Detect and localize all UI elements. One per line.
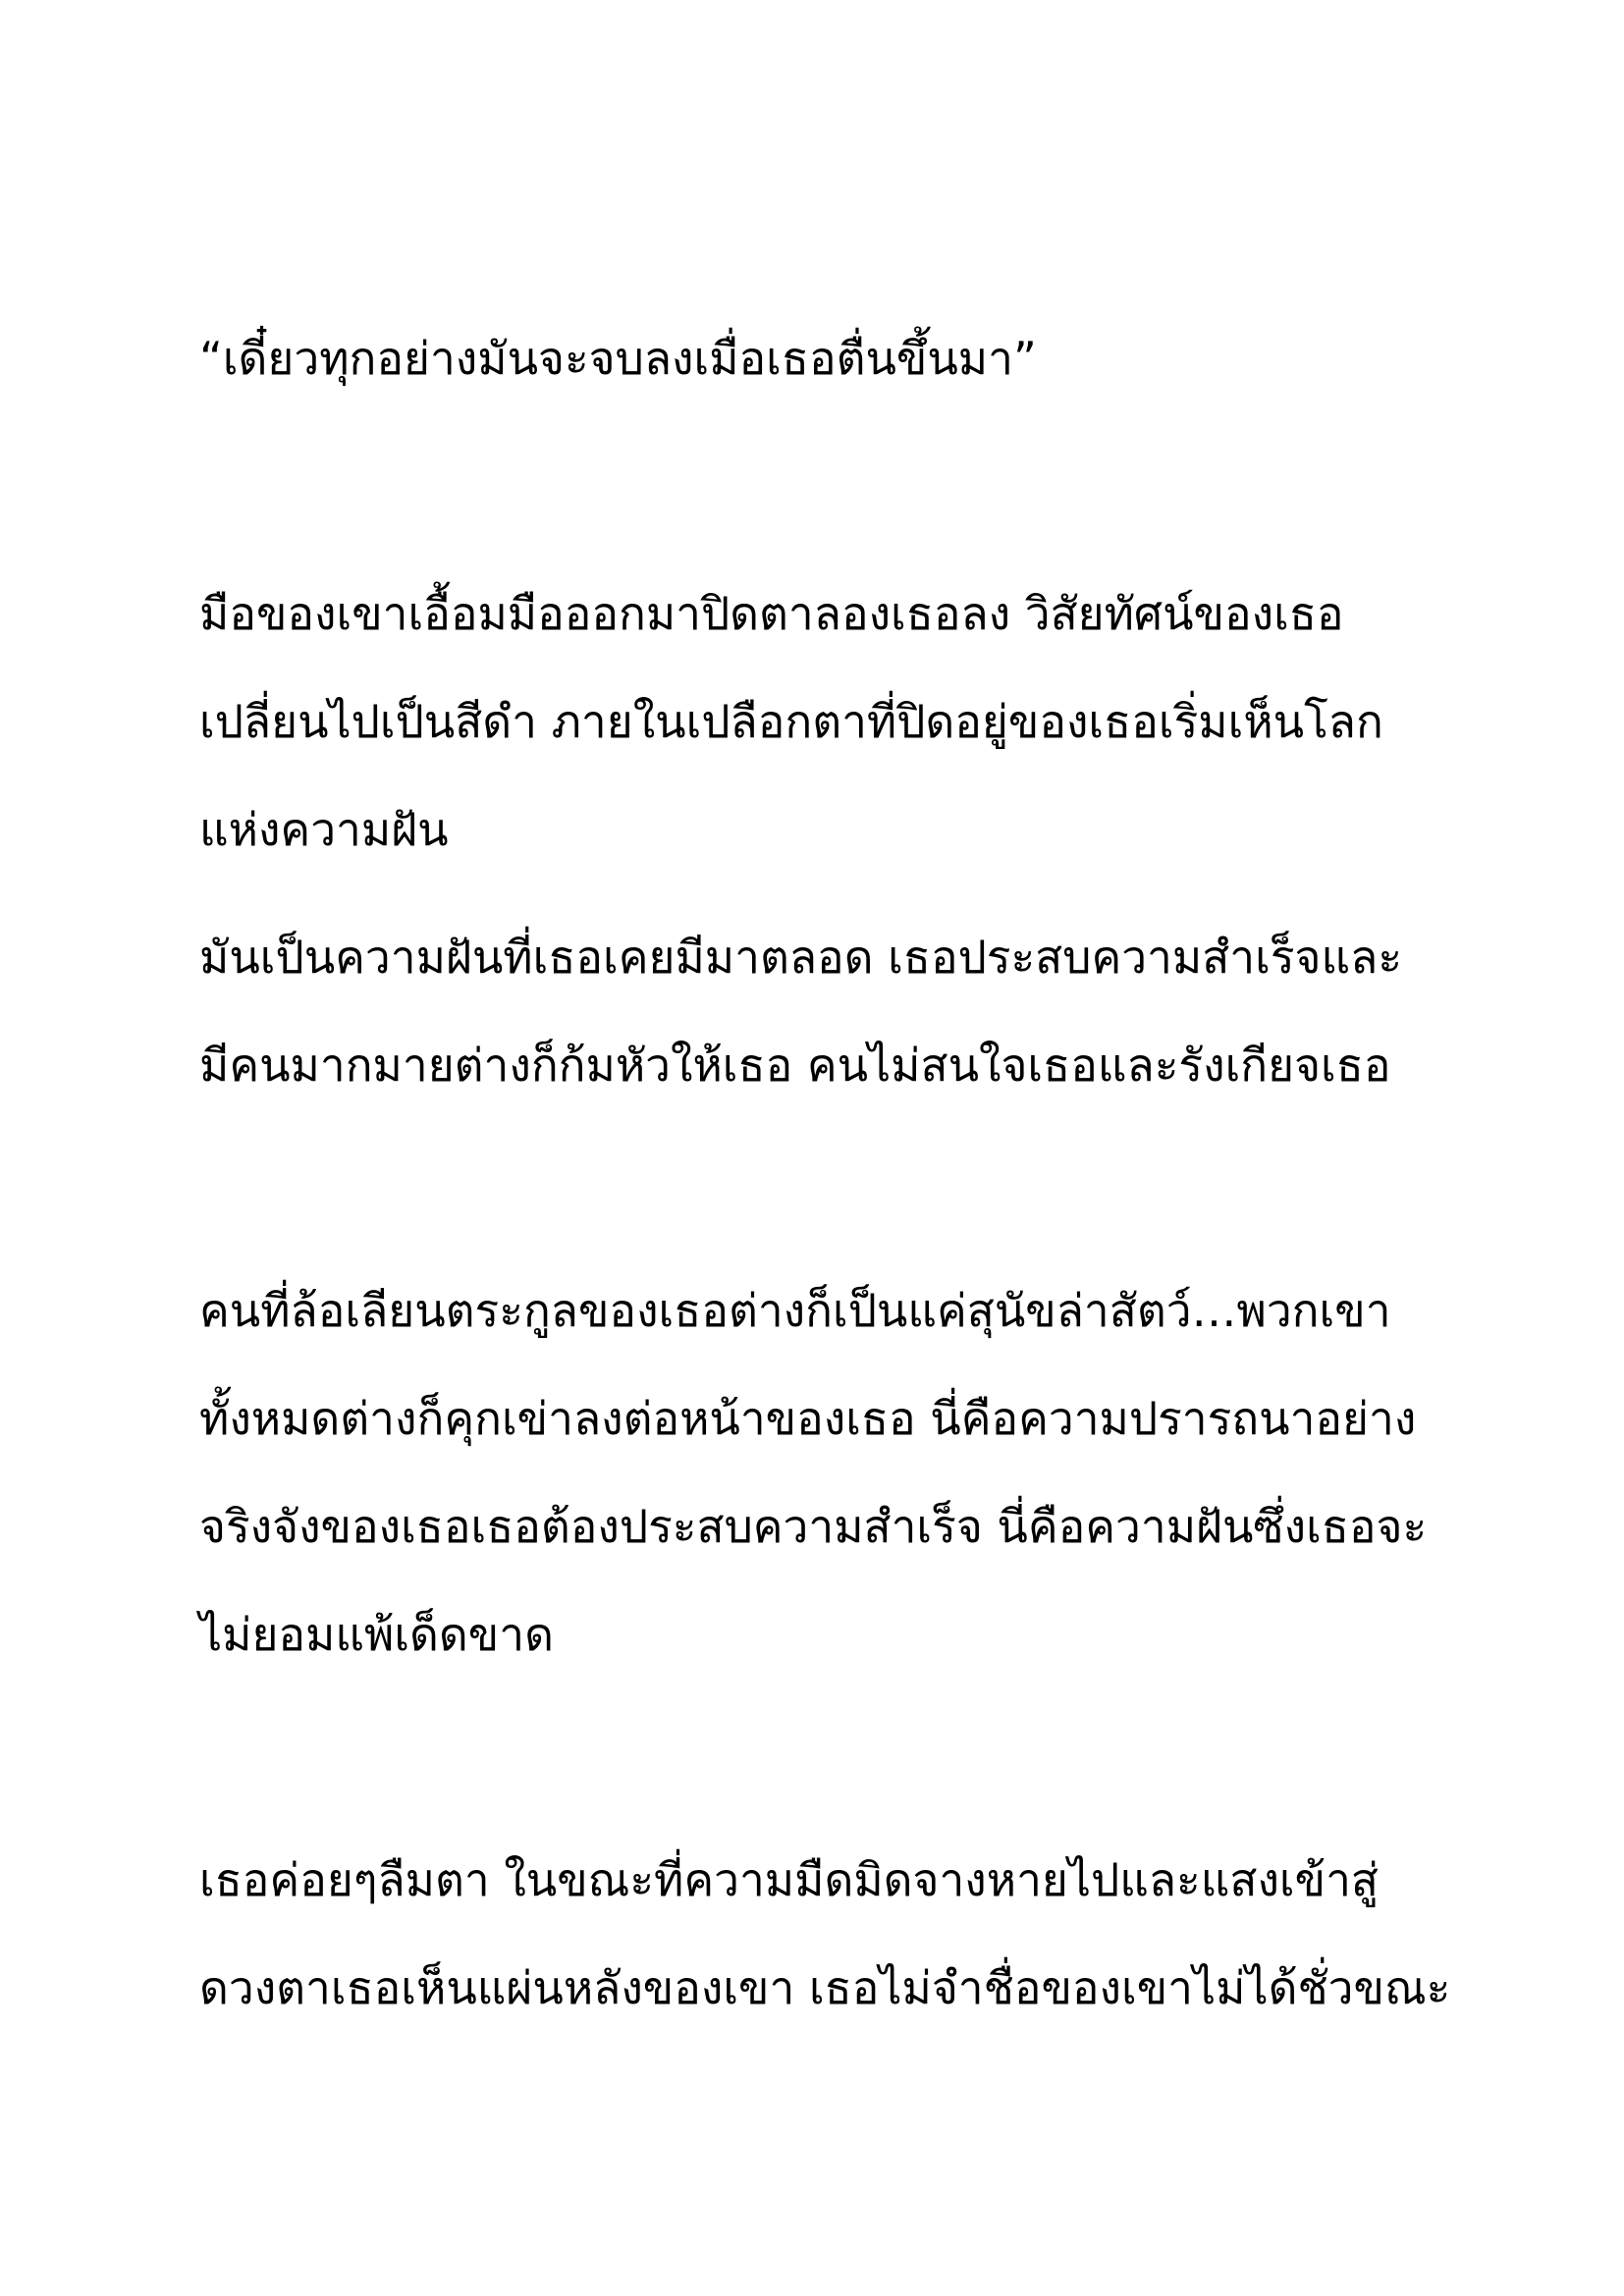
paragraph-3-line-1: คนที่ล้อเลียนตระกูลของเธอต่างก็เป็นแค่สุนัขล่าสัตว์…พวกเขา	[199, 1284, 1391, 1337]
paragraph-3-line-3: จริงจังของเธอเธอต้องประสบความสำเร็จ นี่คือความฝันซึ่งเธอจะ	[199, 1500, 1428, 1553]
paragraph-3-line-2: ทั้งหมดต่างก็คุกเข่าลงต่อหน้าของเธอ นี่คือความปรารถนาอย่าง	[199, 1392, 1417, 1445]
paragraph-4-line-2: ดวงตาเธอเห็นแผ่นหลังของเขา เธอไม่จำชื่อของเขาไม่ได้ชั่วขณะ	[199, 1961, 1451, 2014]
paragraph-2-line-2: มีคนมากมายต่างก็ก้มหัวให้เธอ คนไม่สนใจเธอและรังเกียจเธอ	[199, 1039, 1391, 1092]
paragraph-4-line-1: เธอค่อยๆลืมตา ในขณะที่ความมืดมิดจางหายไปและแสงเข้าสู่	[199, 1853, 1380, 1906]
paragraph-3-line-4: ไม่ยอมแพ้เด็ดขาด	[199, 1608, 554, 1661]
paragraph-1-line-1: มือของเขาเอื้อมมือออกมาปิดตาลองเธอลง วิสัยทัศน์ของเธอ	[199, 587, 1344, 640]
paragraph-1-line-2: เปลี่ยนไปเป็นสีดำ ภายในเปลือกตาที่ปิดอยู่ของเธอเริ่มเห็นโลก	[199, 695, 1383, 748]
paragraph-2-line-1: มันเป็นความฝันที่เธอเคยมีมาตลอด เธอประสบความสำเร็จและ	[199, 931, 1403, 984]
paragraph-1-line-3: แห่งความฝัน	[199, 803, 449, 856]
quote-line: “เดี๋ยวทุกอย่างมันจะจบลงเมื่อเธอตื่นขึ้นมา”	[199, 332, 1037, 385]
